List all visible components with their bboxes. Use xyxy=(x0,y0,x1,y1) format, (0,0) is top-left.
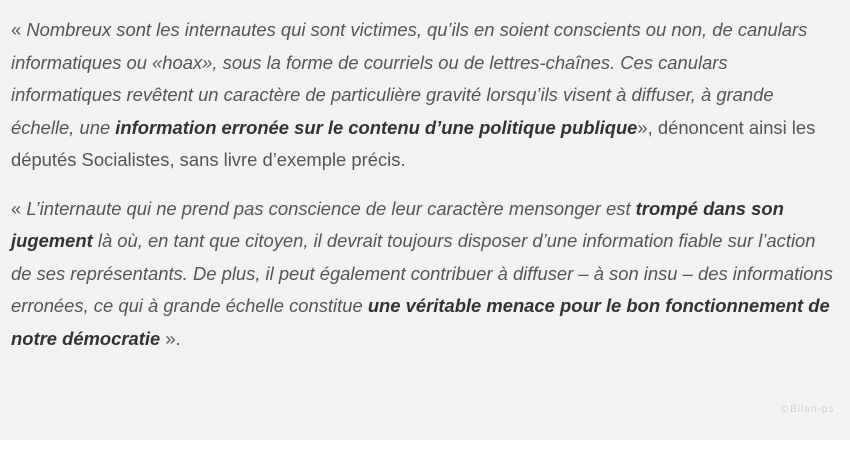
close-quote: ». xyxy=(160,327,181,349)
quote-paragraph-1 xyxy=(11,14,840,177)
quote-text: L’internaute qui ne prend pas conscience de leur caractère mensonger est xyxy=(26,197,636,219)
image-credit: ©Bilan-ps xyxy=(779,403,834,415)
open-quote: « xyxy=(11,19,27,40)
attribution-text: », dénoncent ainsi les députés Socialistes, sans livre d’exemple précis. xyxy=(11,116,816,170)
quote-text: Nombreux sont les internautes qui sont victimes, qu’ils en soient conscients ou non, de canulars informatiques ou «hoax», sous la forme de courriels ou de lettres-chaînes. Ces canulars informatiques revêtent un caractère de particulière gravité lorsqu’ils visent à diffuser, à grande échelle, une xyxy=(11,19,808,138)
emphasis-text: trompé dans son jugement xyxy=(11,197,784,251)
emphasis-text: une véritable menace pour le bon fonctionnement de notre démocratie xyxy=(11,295,830,349)
quote-text: là où, en tant que citoyen, il devrait toujours disposer d’une information fiable sur l’action de ses représentants. De plus, il peut également contribuer à diffuser – à son insu – des informations erronées, ce qui à grande échelle constitue xyxy=(11,230,833,316)
emphasis-text: information erronée sur le contenu d’une politique publique xyxy=(115,116,638,138)
quote-paragraph-2 xyxy=(11,193,840,356)
open-quote: « xyxy=(11,197,27,219)
